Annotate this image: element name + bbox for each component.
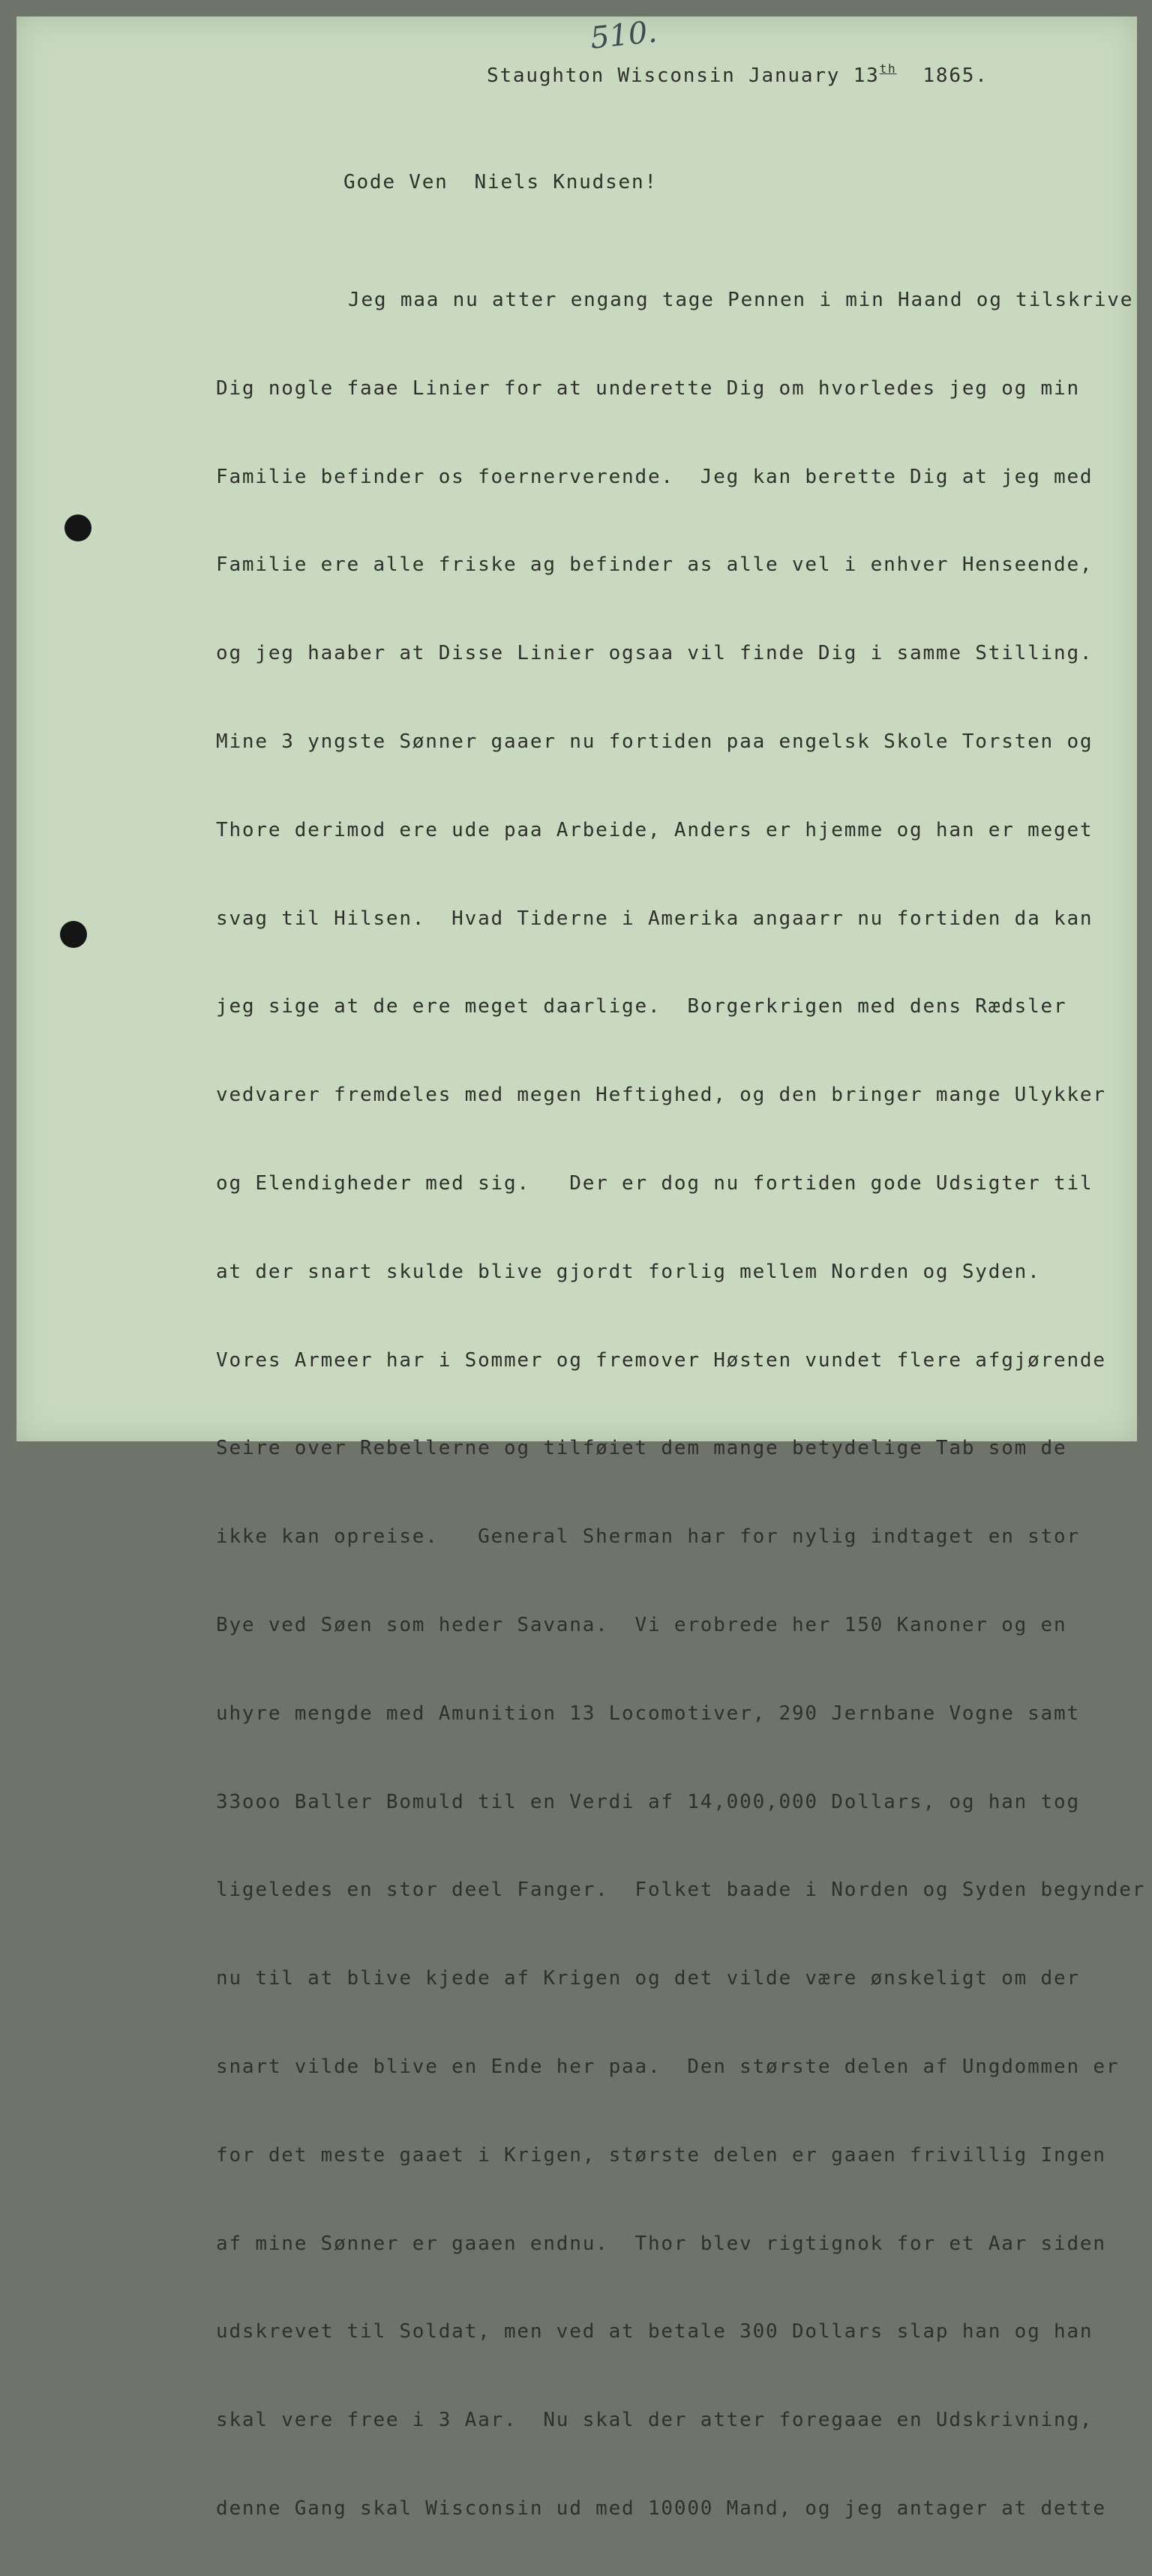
body-line: jeg sige at de ere meget daarlige. Borgerkrigen med dens Rædsler: [216, 995, 1067, 1018]
salutation: Gode Ven Niels Knudsen!: [344, 171, 658, 193]
body-line: af mine Sønner er gaaen endnu. Thor blev rigtignok for et Aar siden: [216, 2232, 1106, 2255]
punch-hole: [60, 921, 87, 948]
dateline-text: Staughton Wisconsin January 13: [487, 64, 880, 87]
body-line: Familie ere alle friske ag befinder as alle vel i enhver Henseende,: [216, 553, 1094, 577]
dateline: [487, 61, 988, 87]
body-line: ikke kan opreise. General Sherman har for nylig indtaget en stor: [216, 1525, 1080, 1549]
body-line: Familie befinder os foernerverende. Jeg kan berette Dig at jeg med: [216, 465, 1094, 488]
body-line: ligeledes en stor deel Fanger. Folket baade i Norden og Syden begynder: [216, 1879, 1146, 1902]
punch-hole: [64, 514, 92, 541]
body-line: uhyre mengde med Amunition 13 Locomotiver, 290 Jernbane Vogne samt: [216, 1702, 1080, 1725]
body-line: denne Gang skal Wisconsin ud med 10000 Mand, og jeg antager at dette: [216, 2497, 1106, 2520]
body-line: svag til Hilsen. Hvad Tiderne i Amerika angaarr nu fortiden da kan: [216, 907, 1094, 930]
body-line: Thore derimod ere ude paa Arbeide, Anders er hjemme og han er meget: [216, 818, 1094, 841]
dateline-ordinal: th: [879, 61, 897, 76]
body-line: udskrevet til Soldat, men ved at betale 300 Dollars slap han og han: [216, 2320, 1094, 2344]
body-line: Vores Armeer har i Sommer og fremover Høsten vundet flere afgjørende: [216, 1348, 1106, 1372]
body-line: og Elendigheder med sig. Der er dog nu fortiden gode Udsigter til: [216, 1171, 1094, 1195]
body-line: skal vere free i 3 Aar. Nu skal der atter foregaae en Udskrivning,: [216, 2409, 1094, 2432]
body-line: Bye ved Søen som heder Savana. Vi erobrede her 150 Kanoner og en: [216, 1613, 1067, 1636]
body-line: for det meste gaaet i Krigen, største delen er gaaen frivillig Ingen: [216, 2143, 1106, 2167]
dateline-year: 1865.: [922, 64, 988, 87]
letter-body: [216, 234, 1145, 2576]
body-line: at der snart skulde blive gjordt forlig mellem Norden og Syden.: [216, 1260, 1041, 1283]
letter-page: [16, 14, 1146, 2520]
archive-page-number: 510.: [588, 14, 659, 56]
body-line: Dig nogle faae Linier for at underette Dig om hvorledes jeg og min: [216, 376, 1080, 400]
body-line: Mine 3 yngste Sønner gaaer nu fortiden paa engelsk Skole Torsten og: [216, 730, 1094, 753]
body-line: og jeg haaber at Disse Linier ogsaa vil finde Dig i samme Stilling.: [216, 642, 1094, 665]
body-line: snart vilde blive en Ende her paa. Den største delen af Ungdommen er: [216, 2055, 1120, 2078]
body-line: Seire over Rebellerne og tilføiet dem mange betydelige Tab som de: [216, 1437, 1067, 1460]
body-line: nu til at blive kjede af Krigen og det vilde være ønskeligt om der: [216, 1967, 1080, 1990]
body-line: vedvarer fremdeles med megen Heftighed, og den bringer mange Ulykker: [216, 1084, 1106, 1107]
body-line: Jeg maa nu atter engang tage Pennen i min Haand og tilskrive: [348, 289, 1134, 311]
body-line: 33ooo Baller Bomuld til en Verdi af 14,000,000 Dollars, og han tog: [216, 1790, 1080, 1813]
